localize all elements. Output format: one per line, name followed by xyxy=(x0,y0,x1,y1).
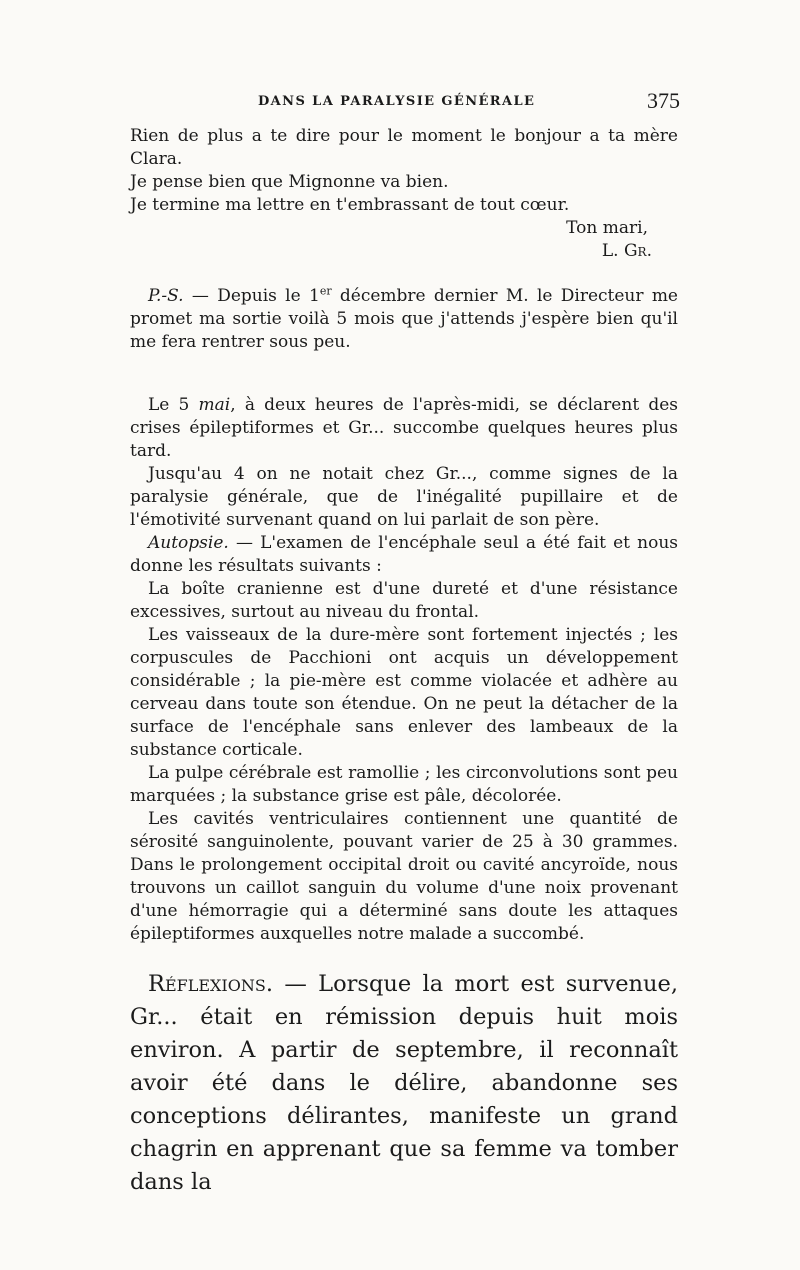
page-number: 375 xyxy=(647,88,680,113)
running-title: DANS LA PARALYSIE GÉNÉRALE xyxy=(258,94,536,109)
letter-excerpt xyxy=(130,125,678,263)
autopsy-paragraph xyxy=(130,532,678,578)
postscript-superscript: er xyxy=(319,284,332,298)
autopsy-text: — L'examen de l'encéphale seul a été fait et nous donne les résultats suivants : xyxy=(130,533,678,576)
case-text: Le 5 xyxy=(148,395,199,415)
letter-paragraph: Rien de plus a te dire pour le moment le bonjour a ta mère Clara. xyxy=(130,126,678,169)
case-paragraph: La boîte cranienne est d'une dureté et d'une résistance excessives, surtout au niveau du frontal. xyxy=(130,579,678,622)
spacer xyxy=(130,354,678,394)
postscript-label: P.-S. xyxy=(148,286,184,306)
letter-paragraph: Je termine ma lettre en t'embrassant de tout cœur. xyxy=(130,195,570,215)
reflexions-paragraph xyxy=(130,968,678,1199)
letter-closing: Ton mari, xyxy=(566,218,648,238)
postscript-paragraph xyxy=(130,285,678,354)
case-text: , à deux heures de l'après-midi, se déclarent des crises épileptiformes et Gr... succombe quelques heures plus tard. xyxy=(130,395,678,461)
postscript-text-start: — Depuis le 1 xyxy=(183,286,320,306)
letter-paragraph: Je pense bien que Mignonne va bien. xyxy=(130,172,449,192)
case-report xyxy=(130,394,678,946)
case-paragraph xyxy=(130,394,678,463)
spacer xyxy=(130,946,678,968)
case-date-italic: mai xyxy=(198,395,231,415)
reflexions-text: — Lorsque la mort est survenue, Gr... était en rémission depuis huit mois environ. A partir de septembre, il reconnaît avoir été dans le délire, abandonne ses conceptions délirantes, manifeste un grand chagrin en apprenant que sa femme va tomber dans la xyxy=(130,971,678,1195)
reflexions-label: Réflexions. xyxy=(148,971,273,997)
letter-signature: L. Gr. xyxy=(601,241,652,261)
case-paragraph: Jusqu'au 4 on ne notait chez Gr..., comme signes de la paralysie générale, que de l'inégalité pupillaire et de l'émotivité survenant quand on lui parlait de son père. xyxy=(130,464,678,530)
body-text xyxy=(130,125,678,1199)
postscript-text-end: décembre dernier M. le Directeur me promet ma sortie voilà 5 mois que j'attends j'espère bien qu'il me fera rentrer sous peu. xyxy=(130,286,678,352)
spacer xyxy=(130,263,678,285)
case-paragraph: Les vaisseaux de la dure-mère sont fortement injectés ; les corpuscules de Pacchioni ont acquis un développement considérable ; la pie-mère est comme violacée et adhère au cerveau dans toute son étendue. On ne peut la détacher de la surface de l'encéphale sans enlever des lambeaux de la substance corticale. xyxy=(130,625,678,760)
autopsy-label: Autopsie. xyxy=(148,533,229,553)
case-paragraph: La pulpe cérébrale est ramollie ; les circonvolutions sont peu marquées ; la substance grise est pâle, décolorée. xyxy=(130,763,678,806)
reflexions-section xyxy=(130,968,678,1199)
postscript xyxy=(130,285,678,354)
running-head xyxy=(120,88,680,118)
case-paragraph: Les cavités ventriculaires contiennent une quantité de sérosité sanguinolente, pouvant varier de 25 à 30 grammes. Dans le prolongement occipital droit ou cavité ancyroïde, nous trouvons un caillot sanguin du volume d'une noix provenant d'une hémorragie qui a déterminé sans doute les attaques épileptiformes auxquelles notre malade a succombé. xyxy=(130,809,678,944)
